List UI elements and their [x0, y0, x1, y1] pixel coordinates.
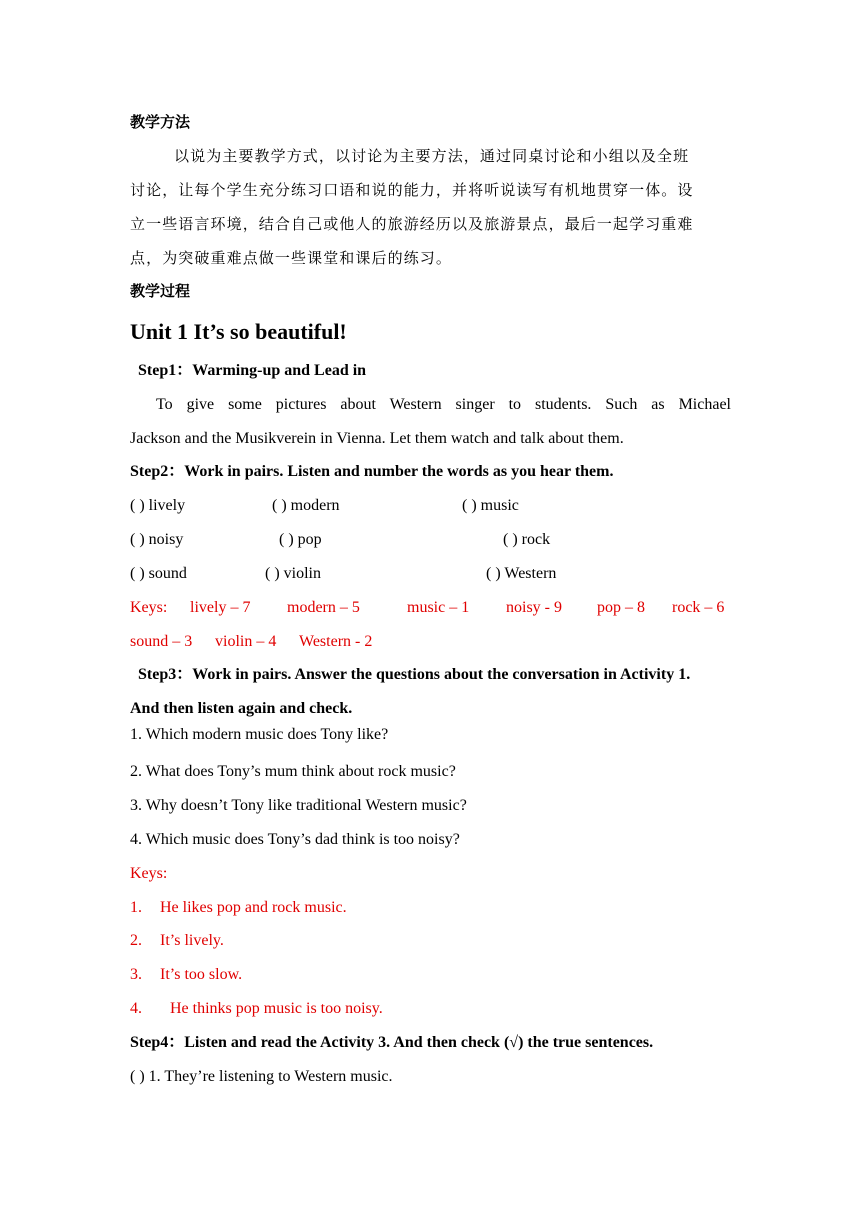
answer-4 — [0, 999, 860, 1019]
word-row-3 — [0, 564, 860, 584]
word-item-modern: ( ) modern — [272, 497, 340, 514]
key-pop: pop – 8 — [597, 599, 645, 616]
word-item-pop: ( ) pop — [279, 531, 322, 548]
methods-paragraph-line-4: 点，为突破重难点做一些课堂和课后的练习。 — [130, 249, 453, 267]
step2-keys-row-2 — [0, 632, 860, 652]
answer-number: 2. — [130, 932, 142, 949]
teaching-methods-heading: 教学方法 — [130, 113, 191, 131]
key-sound: sound – 3 — [130, 633, 193, 650]
answer-text: It’s too slow. — [160, 966, 243, 983]
question-3: 3. Why doesn’t Tony like traditional Western music? — [130, 797, 467, 814]
step3-heading-line-1: Step3：Work in pairs. Answer the questions about the conversation in Activity 1. — [138, 666, 691, 683]
step1-text-line-1: To give some pictures about Western singer to students. Such as Michael — [156, 396, 731, 413]
answer-1 — [0, 898, 860, 918]
step4-heading: Step4：Listen and read the Activity 3. And then check (√) the true sentences. — [130, 1034, 654, 1051]
answer-text: He thinks pop music is too noisy. — [170, 1000, 383, 1017]
answer-2 — [0, 931, 860, 951]
word-item-noisy: ( ) noisy — [130, 531, 184, 548]
step1-heading: Step1：Warming-up and Lead in — [138, 362, 367, 379]
teaching-process-heading: 教学过程 — [130, 282, 191, 300]
answer-3 — [0, 965, 860, 985]
word-item-violin: ( ) violin — [265, 565, 321, 582]
methods-paragraph-line-3: 立一些语言环境，结合自己或他人的旅游经历以及旅游景点，最后一起学习重难 — [130, 215, 694, 233]
answer-number: 3. — [130, 966, 142, 983]
word-row-2 — [0, 530, 860, 550]
key-music: music – 1 — [407, 599, 470, 616]
key-modern: modern – 5 — [287, 599, 360, 616]
key-violin: violin – 4 — [215, 633, 277, 650]
question-4: 4. Which music does Tony’s dad think is too noisy? — [130, 831, 460, 848]
key-western: Western - 2 — [299, 633, 373, 650]
word-item-lively: ( ) lively — [130, 497, 186, 514]
question-1: 1. Which modern music does Tony like? — [130, 726, 389, 743]
word-item-rock: ( ) rock — [503, 531, 551, 548]
step2-heading: Step2：Work in pairs. Listen and number the words as you hear them. — [130, 463, 614, 480]
step3-keys-label: Keys: — [130, 865, 168, 882]
key-noisy: noisy - 9 — [506, 599, 562, 616]
keys-label: Keys: — [130, 599, 168, 616]
word-row-1 — [0, 496, 860, 516]
word-item-western: ( ) Western — [486, 565, 557, 582]
methods-paragraph-line-2: 讨论，让每个学生充分练习口语和说的能力，并将听说读写有机地贯穿一体。设 — [130, 181, 694, 199]
methods-paragraph-line-1: 以说为主要教学方式，以讨论为主要方法，通过同桌讨论和小组以及全班 — [174, 147, 690, 165]
step4-item-1: ( ) 1. They’re listening to Western music. — [130, 1068, 393, 1085]
key-rock: rock – 6 — [672, 599, 725, 616]
key-lively: lively – 7 — [190, 599, 251, 616]
answer-number: 4. — [130, 1000, 142, 1017]
question-2: 2. What does Tony’s mum think about rock music? — [130, 763, 456, 780]
step3-heading-line-2: And then listen again and check. — [130, 700, 353, 717]
answer-text: It’s lively. — [160, 932, 224, 949]
answer-number: 1. — [130, 899, 142, 916]
answer-text: He likes pop and rock music. — [160, 899, 347, 916]
step1-text-line-2: Jackson and the Musikverein in Vienna. Let them watch and talk about them. — [130, 430, 624, 447]
step2-keys-row-1 — [0, 598, 860, 618]
word-item-sound: ( ) sound — [130, 565, 187, 582]
unit-title: Unit 1 It’s so beautiful! — [130, 319, 347, 344]
word-item-music: ( ) music — [462, 497, 519, 514]
